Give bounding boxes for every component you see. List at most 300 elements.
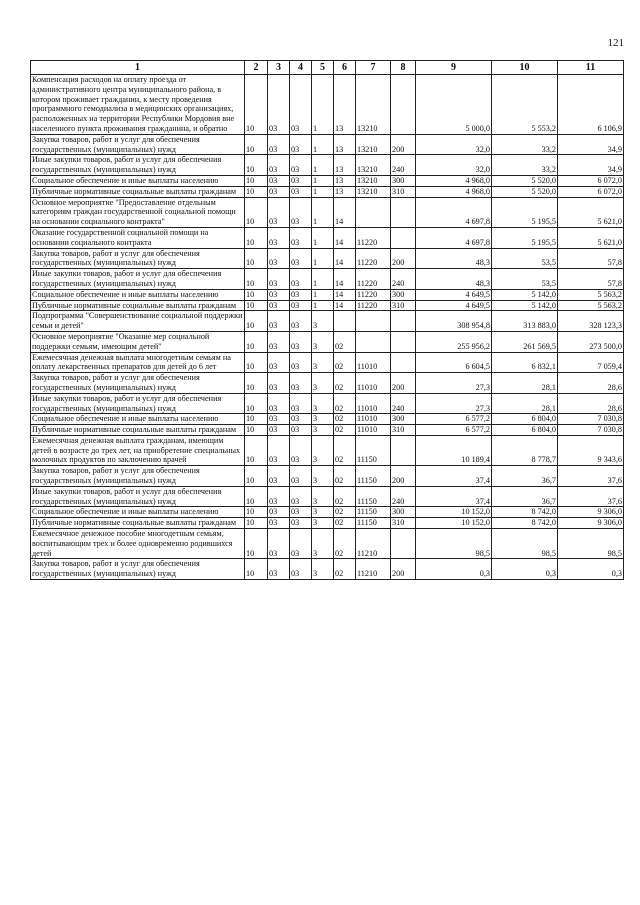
direction-code: 11220 <box>356 227 391 248</box>
section-code: 10 <box>245 559 268 580</box>
measure-code: 14 <box>334 300 356 311</box>
item-name: Основное мероприятие "Оказание мер социальной поддержки семьям, имеющим детей" <box>31 331 245 352</box>
direction-code: 13210 <box>356 175 391 186</box>
table-row <box>31 466 624 487</box>
measure-code: 13 <box>334 175 356 186</box>
amount-col-9: 4 697,8 <box>416 227 492 248</box>
table-row <box>31 425 624 436</box>
amount-col-9: 27,3 <box>416 373 492 394</box>
measure-code: 02 <box>334 435 356 465</box>
expense-type-code: 300 <box>391 414 416 425</box>
expense-type-code: 240 <box>391 486 416 507</box>
expense-type-code <box>391 227 416 248</box>
subsection-code: 03 <box>268 300 290 311</box>
amount-col-10: 33,2 <box>492 155 558 176</box>
program-code: 03 <box>290 134 312 155</box>
direction-code: 11150 <box>356 486 391 507</box>
table-row <box>31 518 624 529</box>
subsection-code: 03 <box>268 331 290 352</box>
amount-col-11: 57,8 <box>558 248 624 269</box>
section-code: 10 <box>245 311 268 332</box>
expense-type-code <box>391 352 416 373</box>
table-row <box>31 414 624 425</box>
section-code: 10 <box>245 352 268 373</box>
amount-col-11: 5 563,2 <box>558 289 624 300</box>
program-code: 03 <box>290 425 312 436</box>
program-code: 03 <box>290 300 312 311</box>
amount-col-9: 4 968,0 <box>416 186 492 197</box>
table-row <box>31 75 624 135</box>
direction-code: 11220 <box>356 289 391 300</box>
subprogram-code: 3 <box>312 373 334 394</box>
amount-col-9: 48,3 <box>416 269 492 290</box>
amount-col-10: 6 832,1 <box>492 352 558 373</box>
amount-col-10: 28,1 <box>492 373 558 394</box>
expense-type-code: 200 <box>391 559 416 580</box>
section-code: 10 <box>245 186 268 197</box>
expense-type-code: 200 <box>391 466 416 487</box>
program-code: 03 <box>290 75 312 135</box>
expense-type-code: 200 <box>391 248 416 269</box>
amount-col-9: 6 577,2 <box>416 425 492 436</box>
subsection-code: 03 <box>268 559 290 580</box>
table-row <box>31 435 624 465</box>
table-row <box>31 486 624 507</box>
measure-code: 02 <box>334 414 356 425</box>
section-code: 10 <box>245 175 268 186</box>
expense-type-code <box>391 529 416 559</box>
direction-code: 13210 <box>356 186 391 197</box>
program-code: 03 <box>290 227 312 248</box>
amount-col-9: 10 152,0 <box>416 507 492 518</box>
amount-col-11: 5 621,0 <box>558 227 624 248</box>
subprogram-code: 1 <box>312 300 334 311</box>
expense-type-code <box>391 197 416 227</box>
amount-col-11: 6 072,0 <box>558 175 624 186</box>
direction-code: 11150 <box>356 435 391 465</box>
header-cell: 7 <box>356 61 391 75</box>
table-row <box>31 155 624 176</box>
program-code: 03 <box>290 559 312 580</box>
table-row <box>31 300 624 311</box>
direction-code: 13210 <box>356 155 391 176</box>
amount-col-9: 98,5 <box>416 529 492 559</box>
direction-code: 11010 <box>356 425 391 436</box>
item-name: Закупка товаров, работ и услуг для обеспечения государственных (муниципальных) нужд <box>31 559 245 580</box>
measure-code: 02 <box>334 486 356 507</box>
item-name: Ежемесячная денежная выплата многодетным семьям на оплату лекарственных препаратов для детей до 6 лет <box>31 352 245 373</box>
amount-col-10: 5 142,0 <box>492 300 558 311</box>
section-code: 10 <box>245 393 268 414</box>
expense-type-code: 310 <box>391 300 416 311</box>
direction-code <box>356 311 391 332</box>
measure-code: 14 <box>334 248 356 269</box>
subprogram-code: 3 <box>312 435 334 465</box>
amount-col-9: 37,4 <box>416 486 492 507</box>
amount-col-11: 0,3 <box>558 559 624 580</box>
program-code: 03 <box>290 435 312 465</box>
amount-col-11: 98,5 <box>558 529 624 559</box>
item-name: Иные закупки товаров, работ и услуг для обеспечения государственных (муниципальных) нужд <box>31 269 245 290</box>
item-name: Компенсация расходов на оплату проезда от административного центра муниципального района, в котором проживает гражданин, к месту проведения программного гемодиализа в медицинских организациях, расположенных на территории Республики Мордовия вне населенного пункта проживания гражданина, и обратно <box>31 75 245 135</box>
section-code: 10 <box>245 227 268 248</box>
subsection-code: 03 <box>268 311 290 332</box>
amount-col-11: 328 123,3 <box>558 311 624 332</box>
item-name: Закупка товаров, работ и услуг для обеспечения государственных (муниципальных) нужд <box>31 373 245 394</box>
subsection-code: 03 <box>268 466 290 487</box>
measure-code: 14 <box>334 269 356 290</box>
amount-col-10: 5 142,0 <box>492 289 558 300</box>
section-code: 10 <box>245 248 268 269</box>
amount-col-9: 27,3 <box>416 393 492 414</box>
expense-type-code: 310 <box>391 186 416 197</box>
table-row <box>31 186 624 197</box>
program-code: 03 <box>290 486 312 507</box>
subprogram-code: 1 <box>312 186 334 197</box>
subprogram-code: 1 <box>312 269 334 290</box>
subprogram-code: 3 <box>312 393 334 414</box>
measure-code: 13 <box>334 134 356 155</box>
table-row <box>31 269 624 290</box>
subprogram-code: 1 <box>312 155 334 176</box>
item-name: Подпрограмма "Совершенствование социальной поддержки семьи и детей" <box>32 311 243 331</box>
amount-col-11: 6 072,0 <box>558 186 624 197</box>
section-code: 10 <box>245 414 268 425</box>
amount-col-9: 32,0 <box>416 155 492 176</box>
amount-col-10: 98,5 <box>492 529 558 559</box>
table-row <box>31 289 624 300</box>
header-row <box>31 61 624 75</box>
subprogram-code: 3 <box>312 311 334 332</box>
amount-col-9: 308 954,8 <box>416 311 492 332</box>
amount-col-9: 4 649,5 <box>416 300 492 311</box>
measure-code <box>334 311 356 332</box>
program-code: 03 <box>290 352 312 373</box>
section-code: 10 <box>245 75 268 135</box>
subsection-code: 03 <box>268 289 290 300</box>
table-row <box>31 197 624 227</box>
program-code: 03 <box>290 331 312 352</box>
subsection-code: 03 <box>268 75 290 135</box>
amount-col-11: 9 306,0 <box>558 518 624 529</box>
direction-code: 11210 <box>356 529 391 559</box>
direction-code <box>356 197 391 227</box>
program-code: 03 <box>290 248 312 269</box>
expense-type-code: 310 <box>391 425 416 436</box>
amount-col-10: 36,7 <box>492 486 558 507</box>
amount-col-9: 48,3 <box>416 248 492 269</box>
program-code: 03 <box>290 393 312 414</box>
direction-code: 13210 <box>356 75 391 135</box>
subsection-code: 03 <box>268 529 290 559</box>
table-row <box>31 352 624 373</box>
expense-type-code <box>391 331 416 352</box>
direction-code: 11010 <box>356 414 391 425</box>
subprogram-code: 3 <box>312 529 334 559</box>
subsection-code: 03 <box>268 518 290 529</box>
direction-code: 13210 <box>356 134 391 155</box>
subsection-code: 03 <box>268 414 290 425</box>
section-code: 10 <box>245 529 268 559</box>
header-cell: 5 <box>312 61 334 75</box>
subsection-code: 03 <box>268 352 290 373</box>
subsection-code: 03 <box>268 393 290 414</box>
section-code: 10 <box>245 331 268 352</box>
subprogram-code: 3 <box>312 331 334 352</box>
amount-col-9: 10 189,4 <box>416 435 492 465</box>
header-cell: 1 <box>31 61 245 75</box>
item-name: Закупка товаров, работ и услуг для обеспечения государственных (муниципальных) нужд <box>31 466 245 487</box>
header-cell: 4 <box>290 61 312 75</box>
subsection-code: 03 <box>268 486 290 507</box>
item-name: Социальное обеспечение и иные выплаты населению <box>31 175 245 186</box>
table-body <box>31 75 624 580</box>
expense-type-code: 240 <box>391 393 416 414</box>
amount-col-9: 0,3 <box>416 559 492 580</box>
item-name: Закупка товаров, работ и услуг для обеспечения государственных (муниципальных) нужд <box>31 248 245 269</box>
measure-code: 02 <box>334 393 356 414</box>
item-name: Публичные нормативные социальные выплаты гражданам <box>31 300 245 311</box>
header-cell: 3 <box>268 61 290 75</box>
program-code: 03 <box>290 186 312 197</box>
program-code: 03 <box>290 155 312 176</box>
expense-type-code: 200 <box>391 134 416 155</box>
amount-col-11: 28,6 <box>558 373 624 394</box>
amount-col-9: 5 000,0 <box>416 75 492 135</box>
item-name: Ежемесячная денежная выплата гражданам, имеющим детей в возрасте до трех лет, на приобретение специальных молочных продуктов по заключению врачей <box>31 435 245 465</box>
expense-type-code <box>391 311 416 332</box>
amount-col-9: 4 649,5 <box>416 289 492 300</box>
section-code: 10 <box>245 425 268 436</box>
subprogram-code: 1 <box>312 289 334 300</box>
program-code: 03 <box>290 269 312 290</box>
item-name: Публичные нормативные социальные выплаты гражданам <box>31 186 245 197</box>
section-code: 10 <box>245 134 268 155</box>
measure-code: 02 <box>334 331 356 352</box>
amount-col-9: 6 577,2 <box>416 414 492 425</box>
subsection-code: 03 <box>268 197 290 227</box>
subsection-code: 03 <box>268 175 290 186</box>
measure-code: 02 <box>334 529 356 559</box>
subprogram-code: 1 <box>312 197 334 227</box>
subprogram-code: 3 <box>312 414 334 425</box>
item-name: Основное мероприятие "Предоставление отдельным категориям граждан государственной социальной помощи на основании социального контракта" <box>31 197 245 227</box>
amount-col-11: 5 563,2 <box>558 300 624 311</box>
table-row <box>31 507 624 518</box>
amount-col-10: 8 742,0 <box>492 507 558 518</box>
measure-code: 13 <box>334 75 356 135</box>
item-name: Иные закупки товаров, работ и услуг для обеспечения государственных (муниципальных) нужд <box>31 393 245 414</box>
header-cell: 10 <box>492 61 558 75</box>
subprogram-code: 1 <box>312 134 334 155</box>
expense-type-code: 240 <box>391 155 416 176</box>
program-code: 03 <box>290 175 312 186</box>
amount-col-11: 57,8 <box>558 269 624 290</box>
amount-col-11: 7 030,8 <box>558 414 624 425</box>
subprogram-code: 3 <box>312 507 334 518</box>
header-cell: 8 <box>391 61 416 75</box>
table-row <box>31 134 624 155</box>
amount-col-9: 37,4 <box>416 466 492 487</box>
direction-code: 11010 <box>356 352 391 373</box>
amount-col-10: 33,2 <box>492 134 558 155</box>
amount-col-10: 8 778,7 <box>492 435 558 465</box>
section-code: 10 <box>245 197 268 227</box>
measure-code: 13 <box>334 186 356 197</box>
amount-col-10: 6 804,0 <box>492 425 558 436</box>
subprogram-code: 3 <box>312 518 334 529</box>
item-name: Социальное обеспечение и иные выплаты населению <box>31 414 245 425</box>
expense-type-code <box>391 435 416 465</box>
subprogram-code: 3 <box>312 352 334 373</box>
direction-code: 11150 <box>356 466 391 487</box>
program-code: 03 <box>290 414 312 425</box>
subprogram-code: 1 <box>312 248 334 269</box>
amount-col-11: 6 106,9 <box>558 75 624 135</box>
measure-code: 02 <box>334 373 356 394</box>
table-row <box>31 373 624 394</box>
direction-code: 11210 <box>356 559 391 580</box>
subsection-code: 03 <box>268 425 290 436</box>
table-row <box>31 529 624 559</box>
page-number: 121 <box>607 37 624 49</box>
item-name: Оказание государственной социальной помощи на основании социального контракта <box>31 227 245 248</box>
item-name: Закупка товаров, работ и услуг для обеспечения государственных (муниципальных) нужд <box>31 134 245 155</box>
direction-code: 11150 <box>356 507 391 518</box>
amount-col-11: 9 343,6 <box>558 435 624 465</box>
item-name: Иные закупки товаров, работ и услуг для обеспечения государственных (муниципальных) нужд <box>31 155 245 176</box>
expense-type-code: 310 <box>391 518 416 529</box>
table-row <box>31 311 624 332</box>
measure-code: 02 <box>334 559 356 580</box>
amount-col-9: 32,0 <box>416 134 492 155</box>
measure-code: 14 <box>334 289 356 300</box>
amount-col-10: 53,5 <box>492 248 558 269</box>
program-code: 03 <box>290 518 312 529</box>
amount-col-11: 34,9 <box>558 134 624 155</box>
subsection-code: 03 <box>268 269 290 290</box>
item-name: Публичные нормативные социальные выплаты гражданам <box>31 425 245 436</box>
table-row <box>31 559 624 580</box>
program-code: 03 <box>290 311 312 332</box>
amount-col-10: 28,1 <box>492 393 558 414</box>
table-row <box>31 393 624 414</box>
measure-code: 02 <box>334 507 356 518</box>
amount-col-9: 4 697,8 <box>416 197 492 227</box>
subsection-code: 03 <box>268 186 290 197</box>
subsection-code: 03 <box>268 227 290 248</box>
amount-col-11: 5 621,0 <box>558 197 624 227</box>
section-code: 10 <box>245 435 268 465</box>
program-code: 03 <box>290 197 312 227</box>
direction-code: 11010 <box>356 393 391 414</box>
header-cell: 6 <box>334 61 356 75</box>
amount-col-11: 9 306,0 <box>558 507 624 518</box>
section-code: 10 <box>245 300 268 311</box>
amount-col-11: 37,6 <box>558 466 624 487</box>
section-code: 10 <box>245 269 268 290</box>
amount-col-10: 36,7 <box>492 466 558 487</box>
table-row <box>31 175 624 186</box>
item-name: Иные закупки товаров, работ и услуг для обеспечения государственных (муниципальных) нужд <box>31 486 245 507</box>
direction-code <box>356 331 391 352</box>
amount-col-10: 6 804,0 <box>492 414 558 425</box>
measure-code: 02 <box>334 425 356 436</box>
measure-code: 02 <box>334 466 356 487</box>
program-code: 03 <box>290 289 312 300</box>
direction-code: 11220 <box>356 269 391 290</box>
section-code: 10 <box>245 518 268 529</box>
section-code: 10 <box>245 507 268 518</box>
expense-type-code: 300 <box>391 175 416 186</box>
expense-type-code: 300 <box>391 507 416 518</box>
amount-col-10: 53,5 <box>492 269 558 290</box>
expense-type-code: 300 <box>391 289 416 300</box>
direction-code: 11010 <box>356 373 391 394</box>
budget-table <box>30 60 624 580</box>
amount-col-11: 273 500,0 <box>558 331 624 352</box>
subprogram-code: 3 <box>312 466 334 487</box>
item-name: Социальное обеспечение и иные выплаты населению <box>31 289 245 300</box>
measure-code: 02 <box>334 352 356 373</box>
measure-code: 14 <box>334 197 356 227</box>
item-name: Ежемесячное денежное пособие многодетным семьям, воспитывающим трех и более одновременно родившихся детей <box>31 529 245 559</box>
item-name: Публичные нормативные социальные выплаты гражданам <box>31 518 245 529</box>
expense-type-code: 200 <box>391 373 416 394</box>
section-code: 10 <box>245 373 268 394</box>
amount-col-10: 5 553,2 <box>492 75 558 135</box>
subsection-code: 03 <box>268 248 290 269</box>
expense-type-code: 240 <box>391 269 416 290</box>
amount-col-9: 4 968,0 <box>416 175 492 186</box>
amount-col-11: 7 030,8 <box>558 425 624 436</box>
amount-col-10: 0,3 <box>492 559 558 580</box>
amount-col-10: 5 520,0 <box>492 175 558 186</box>
section-code: 10 <box>245 155 268 176</box>
amount-col-11: 28,6 <box>558 393 624 414</box>
amount-col-11: 37,6 <box>558 486 624 507</box>
program-code: 03 <box>290 373 312 394</box>
program-code: 03 <box>290 466 312 487</box>
section-code: 10 <box>245 466 268 487</box>
table-row <box>31 227 624 248</box>
subsection-code: 03 <box>268 435 290 465</box>
direction-code: 11220 <box>356 248 391 269</box>
subprogram-code: 1 <box>312 75 334 135</box>
amount-col-9: 6 604,5 <box>416 352 492 373</box>
measure-code: 02 <box>334 518 356 529</box>
table-row <box>31 331 624 352</box>
amount-col-10: 313 883,0 <box>492 311 558 332</box>
amount-col-10: 8 742,0 <box>492 518 558 529</box>
section-code: 10 <box>245 486 268 507</box>
subprogram-code: 3 <box>312 486 334 507</box>
subsection-code: 03 <box>268 507 290 518</box>
header-cell: 2 <box>245 61 268 75</box>
subsection-code: 03 <box>268 155 290 176</box>
measure-code: 14 <box>334 227 356 248</box>
header-cell: 9 <box>416 61 492 75</box>
amount-col-9: 255 956,2 <box>416 331 492 352</box>
expense-type-code <box>391 75 416 135</box>
direction-code: 11220 <box>356 300 391 311</box>
subsection-code: 03 <box>268 373 290 394</box>
measure-code: 13 <box>334 155 356 176</box>
amount-col-10: 5 195,5 <box>492 197 558 227</box>
amount-col-11: 34,9 <box>558 155 624 176</box>
program-code: 03 <box>290 507 312 518</box>
subprogram-code: 1 <box>312 175 334 186</box>
